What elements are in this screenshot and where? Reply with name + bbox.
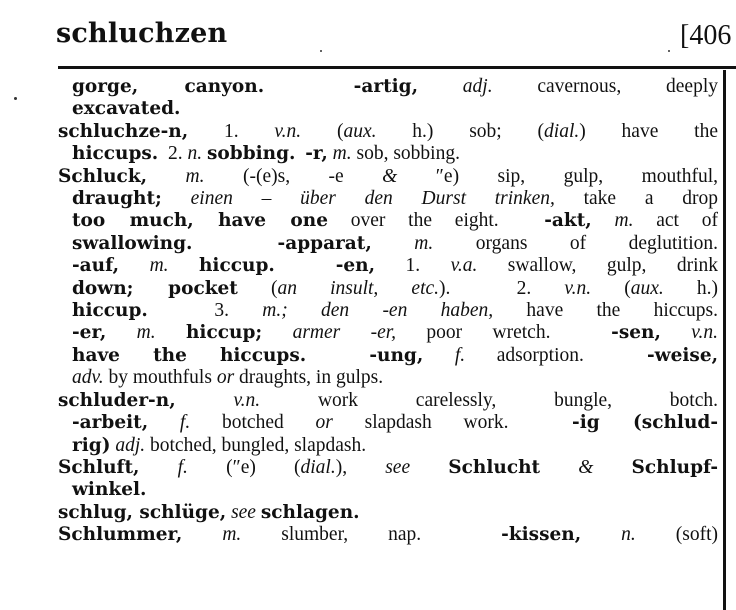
entry-line: [58, 278, 718, 300]
headword-text: Schluft,: [58, 456, 140, 478]
headword-text: Schlupf-: [631, 456, 718, 478]
definition-text: work carelessly, bungle, botch.: [260, 389, 718, 411]
grammar-abbrev: m.;: [262, 300, 288, 322]
entry-line: [58, 457, 718, 479]
definition-text: [162, 188, 191, 209]
grammar-abbrev: armer -er,: [292, 322, 397, 344]
headword-text: hiccups.: [72, 143, 159, 165]
grammar-abbrev: v.n.: [691, 322, 718, 344]
grammar-abbrev: m.: [149, 255, 169, 277]
definition-text: adsorption.: [465, 344, 647, 366]
definition-text: [592, 210, 615, 231]
entry-line: [58, 255, 718, 277]
header-rule: [58, 66, 736, 69]
headword-text: sobbing.: [207, 143, 296, 165]
definition-text: [148, 412, 180, 433]
definition-text: slapdash work.: [332, 412, 573, 434]
entry-line: [58, 412, 718, 434]
grammar-abbrev: see: [385, 456, 411, 478]
definition-text: [147, 166, 185, 187]
entry-line: [58, 121, 718, 143]
headword-text: -en,: [335, 255, 376, 277]
headword-text: have the hiccups.: [72, 344, 307, 366]
definition-text: [182, 524, 222, 545]
definition-text: by mouthfuls: [103, 367, 217, 389]
headword-text: winkel.: [72, 479, 147, 501]
grammar-abbrev: einen – über den Durst trinken,: [190, 188, 555, 210]
grammar-abbrev: f.: [454, 344, 466, 366]
headword-text: Schluck,: [58, 165, 148, 187]
headword-text: -akt,: [544, 210, 592, 232]
grammar-abbrev: &: [382, 165, 398, 187]
definition-text: 3.: [147, 300, 263, 322]
definition-text: [581, 524, 621, 545]
grammar-abbrev: adv.: [72, 367, 104, 389]
definition-text: [169, 255, 199, 276]
definition-text: [193, 233, 278, 254]
definition-text: poor wretch.: [396, 322, 612, 344]
grammar-abbrev: f.: [177, 456, 188, 478]
grammar-abbrev: n.: [187, 143, 203, 165]
definition-text: [140, 457, 178, 478]
entry-line: [58, 210, 718, 232]
headword-text: -r,: [305, 143, 328, 165]
definition-text: ″e) sip, gulp, mouthful,: [397, 165, 718, 187]
headword-text: -kissen,: [501, 524, 582, 546]
entry-line: [58, 188, 718, 210]
headword-text: hiccup.: [72, 300, 148, 322]
headword-text: excavated.: [72, 98, 181, 120]
grammar-abbrev: dial.: [544, 120, 580, 142]
definition-text: have the hiccups.: [493, 300, 718, 322]
definition-text: h.) sob; (: [376, 120, 545, 142]
entry-line: [58, 98, 718, 120]
entry-line: [58, 367, 718, 389]
definition-text: [410, 457, 448, 478]
entry-line: [58, 300, 718, 322]
headword-text: schlagen.: [260, 501, 360, 523]
grammar-abbrev: or: [315, 412, 333, 434]
definition-text: botched: [190, 412, 316, 434]
grammar-abbrev: n.: [621, 524, 636, 546]
definition-text: [156, 322, 186, 343]
grammar-abbrev: aux.: [630, 277, 664, 299]
headword-text: -artig,: [353, 76, 419, 97]
headword-text: -ung,: [369, 344, 424, 366]
headword-text: down; pocket: [72, 277, 238, 299]
print-speck: [320, 50, 322, 52]
grammar-abbrev: m.: [614, 210, 634, 232]
page-number: [406: [680, 20, 732, 51]
definition-text: [540, 457, 578, 478]
definition-text: [593, 457, 631, 478]
print-speck: [668, 50, 670, 52]
definition-text: (soft): [635, 524, 718, 546]
entry-line: [58, 322, 718, 344]
grammar-abbrev: m.: [414, 232, 434, 254]
entry-line: [58, 76, 718, 98]
headword-text: -sen,: [611, 322, 661, 344]
running-headword: schluchzen: [56, 18, 228, 49]
entry-line: [58, 143, 718, 165]
definition-text: organs of deglutition.: [433, 232, 718, 254]
definition-text: (: [237, 277, 278, 299]
definition-text: cavernous, deeply: [492, 76, 718, 97]
grammar-abbrev: m.: [136, 322, 156, 344]
definition-text: [288, 300, 321, 321]
definition-text: [262, 322, 292, 343]
headword-text: schluchze-n,: [58, 120, 189, 142]
grammar-abbrev: see: [231, 501, 256, 523]
grammar-abbrev: v.n.: [274, 120, 302, 142]
grammar-abbrev: or: [216, 367, 235, 389]
definition-text: 1.: [188, 120, 275, 142]
entry-line: [58, 435, 718, 457]
headword-text: schlug, schlüge,: [58, 501, 227, 523]
grammar-abbrev: aux.: [343, 120, 377, 142]
grammar-abbrev: m.: [332, 143, 352, 165]
headword-text: -er,: [72, 322, 107, 344]
definition-text: ),: [335, 456, 386, 478]
grammar-abbrev: v.a.: [450, 255, 478, 277]
grammar-abbrev: v.n.: [233, 389, 261, 411]
grammar-abbrev: m.: [185, 165, 205, 187]
definition-text: 1.: [375, 255, 451, 277]
headword-text: swallowing.: [72, 232, 193, 254]
definition-text: [264, 76, 354, 97]
headword-text: -ig (schlud-: [572, 412, 718, 434]
column-rule: [723, 70, 726, 610]
definition-text: ) have the: [579, 120, 718, 142]
entry-line: [58, 345, 718, 367]
entry-line: [58, 502, 718, 524]
definition-text: [106, 322, 136, 343]
definition-text: (-(e)s, -e: [204, 165, 383, 187]
grammar-abbrev: an insult, etc.: [277, 277, 440, 299]
grammar-abbrev: v.n.: [564, 277, 592, 299]
headword-text: -apparat,: [277, 232, 372, 254]
headword-text: schluder-n,: [58, 389, 176, 411]
definition-text: [423, 345, 455, 366]
grammar-abbrev: adj.: [115, 434, 146, 456]
headword-text: -auf,: [72, 255, 120, 277]
definition-text: swallow, gulp, drink: [477, 255, 718, 277]
definition-text: [372, 233, 415, 254]
definition-text: ). 2.: [439, 277, 565, 299]
definition-text: sob, sobbing.: [351, 143, 460, 165]
definition-text: (″e) (: [187, 456, 301, 478]
definition-text: [275, 255, 336, 276]
definition-text: [176, 390, 234, 411]
headword-text: -arbeit,: [72, 412, 149, 434]
headword-text: -weise,: [647, 344, 718, 366]
definition-text: (: [301, 120, 344, 142]
dictionary-entries: [58, 76, 718, 547]
headword-text: hiccup;: [185, 322, 263, 344]
definition-text: [661, 322, 691, 343]
entry-line: [58, 524, 718, 546]
headword-text: Schlummer,: [58, 524, 183, 546]
definition-text: [418, 76, 463, 97]
definition-text: 2.: [158, 143, 188, 165]
grammar-abbrev: f.: [179, 412, 191, 434]
grammar-abbrev: m.: [222, 524, 242, 546]
entry-line: [58, 166, 718, 188]
entry-line: [58, 390, 718, 412]
definition-text: act of: [633, 210, 718, 232]
definition-text: draughts, in gulps.: [234, 367, 384, 389]
grammar-abbrev: adj.: [462, 76, 493, 97]
definition-text: take a drop: [554, 188, 718, 210]
definition-text: [306, 345, 369, 366]
grammar-abbrev: &: [578, 456, 594, 478]
headword-text: hiccup.: [198, 255, 275, 277]
headword-text: Schlucht: [448, 456, 541, 478]
headword-text: draught;: [72, 188, 162, 210]
definition-text: [295, 143, 305, 164]
grammar-abbrev: den -en haben,: [321, 300, 494, 322]
definition-text: over the eight.: [327, 210, 545, 232]
definition-text: h.): [663, 277, 718, 299]
definition-text: slumber, nap.: [241, 524, 502, 546]
print-speck: [14, 97, 17, 100]
entry-line: [58, 233, 718, 255]
definition-text: [119, 255, 149, 276]
headword-text: gorge, canyon.: [72, 76, 265, 97]
entry-line: [58, 479, 718, 501]
definition-text: (: [591, 277, 631, 299]
grammar-abbrev: dial.: [300, 456, 336, 478]
definition-text: botched, bungled, slapdash.: [145, 434, 367, 456]
headword-text: rig): [72, 434, 111, 456]
headword-text: too much, have one: [72, 210, 328, 232]
